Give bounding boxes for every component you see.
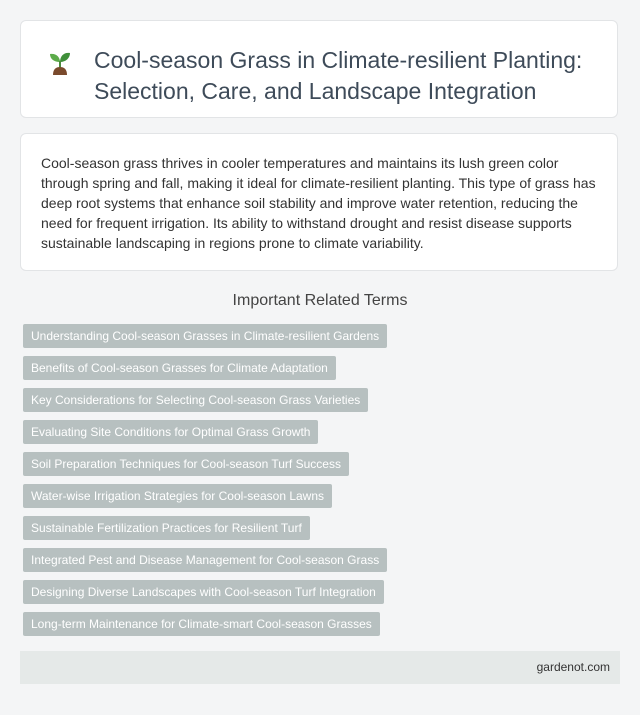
footer <box>20 651 620 684</box>
seedling-icon <box>47 49 73 75</box>
description-text: Cool-season grass thrives in cooler temperatures and maintains its lush green color through spring and fall, making it ideal for climate-resilient planting. This type of grass has deep root systems that enhance soil stability and improve water retention, reducing the need for frequent irrigation. Its ability to withstand drought and resist disease supports sustainable landscaping in regions prone to climate variability. <box>41 155 596 251</box>
footer-site-link[interactable]: gardenot.com <box>536 660 610 674</box>
related-term-link[interactable]: Integrated Pest and Disease Management for Cool-season Grass <box>23 548 387 572</box>
page-title: Cool-season Grass in Climate-resilient Planting: Selection, Care, and Landscape Integration <box>94 47 583 104</box>
related-terms-list <box>23 324 613 644</box>
related-term-link[interactable]: Long-term Maintenance for Climate-smart Cool-season Grasses <box>23 612 380 636</box>
related-terms-heading: Important Related Terms <box>232 292 408 309</box>
related-term-link[interactable]: Water-wise Irrigation Strategies for Cool-season Lawns <box>23 484 332 508</box>
related-term-link[interactable]: Designing Diverse Landscapes with Cool-season Turf Integration <box>23 580 384 604</box>
related-term-link[interactable]: Key Considerations for Selecting Cool-season Grass Varieties <box>23 388 368 412</box>
related-term-link[interactable]: Benefits of Cool-season Grasses for Climate Adaptation <box>23 356 336 380</box>
related-term-link[interactable]: Sustainable Fertilization Practices for Resilient Turf <box>23 516 310 540</box>
related-term-link[interactable]: Understanding Cool-season Grasses in Climate-resilient Gardens <box>23 324 387 348</box>
header-card <box>20 20 618 118</box>
related-term-link[interactable]: Soil Preparation Techniques for Cool-season Turf Success <box>23 452 349 476</box>
description-card <box>20 133 618 271</box>
related-term-link[interactable]: Evaluating Site Conditions for Optimal Grass Growth <box>23 420 318 444</box>
